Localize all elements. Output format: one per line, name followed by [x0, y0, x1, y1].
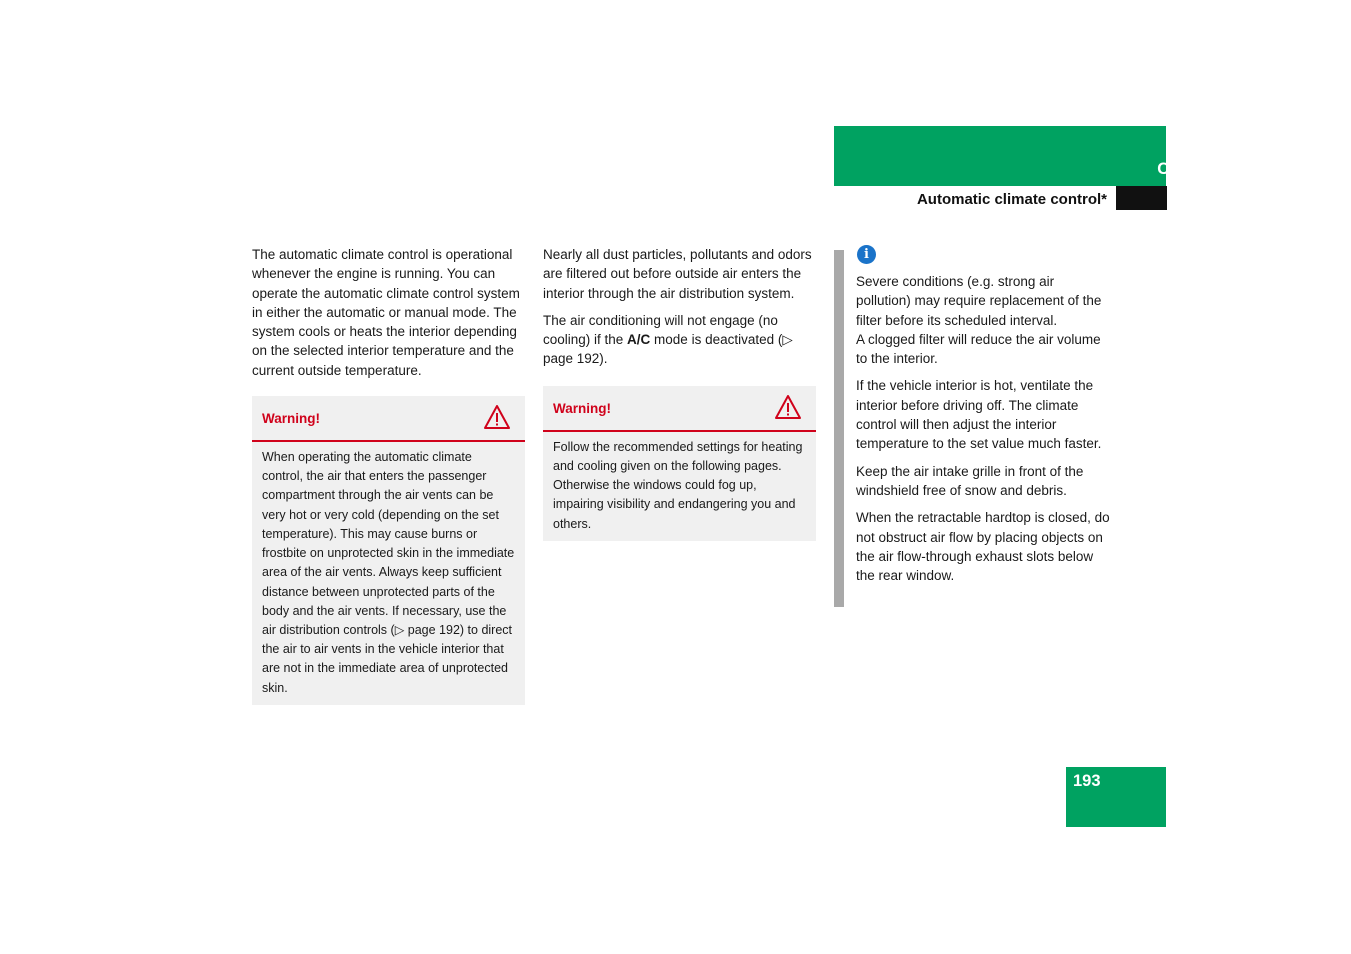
info-paragraph-2: If the vehicle interior is hot, ventilate the interior before driving off. The climate control will then adjust the interior temperature to the set value much faster.	[856, 378, 1102, 452]
ac-paragraph	[543, 311, 816, 369]
header-band	[834, 126, 1166, 186]
warning-box	[252, 396, 525, 705]
warning-header-2	[543, 386, 816, 432]
column-2	[543, 245, 816, 541]
column-1	[252, 245, 525, 705]
header-marker	[1116, 186, 1167, 210]
warning-triangle-icon	[774, 394, 802, 420]
warning-text-2: Follow the recommended settings for heating and cooling given on the following pages. Otherwise the windows could fog up, impairing visibility and endangering you and others.	[553, 439, 803, 531]
section-title: Controls in detail	[1157, 160, 1292, 178]
info-paragraph-1: Severe conditions (e.g. strong air pollution) may require replacement of the filter before its scheduled interval.	[856, 274, 1102, 328]
intro-paragraph: The automatic climate control is operational whenever the engine is running. You can operate the automatic climate control system in either the automatic or manual mode. The system cools or heats the interior depending on the selected interior temperature and the current outside temperature.	[252, 247, 520, 378]
subsection-title: Automatic climate control*	[916, 191, 1107, 208]
ac-text-post: mode is deactivated (▷ page 192).	[543, 332, 793, 367]
warning-text: When operating the automatic climate control, the air that enters the passenger compartment through the air vents can be very hot or very cold (depending on the set temperature). This may cause burns or frostbite on unprotected skin in the immediate area of the air vents. Always keep sufficient distance between unprotected parts of the body and the air vents. If necessary, use the air distribution controls (▷ page 192) to direct the air to air vents in the vehicle interior that are not in the immediate area of unprotected skin.	[262, 450, 515, 695]
info-icon: i	[857, 245, 876, 264]
page-number: 193	[1073, 772, 1101, 790]
warning-box-2	[543, 386, 816, 541]
filter-paragraph: Nearly all dust particles, pollutants and odors are filtered out before outside air enters the interior through the air distribution system.	[543, 247, 812, 301]
column-3-info	[856, 245, 1111, 593]
ac-text-pre: The air conditioning will not engage (no cooling) if the	[543, 312, 778, 348]
info-paragraph-1b: A clogged filter will reduce the air volume to the interior.	[856, 331, 1101, 367]
ac-button-label: A/C	[627, 332, 651, 348]
warning-label: Warning!	[262, 411, 320, 427]
warning-label-2: Warning!	[553, 400, 611, 416]
info-side-bar	[834, 250, 844, 607]
info-paragraph-4: When the retractable hardtop is closed, do not obstruct air flow by placing objects on the air flow-through exhaust slots below the rear window.	[856, 510, 1110, 584]
warning-triangle-icon	[483, 404, 511, 430]
warning-header	[252, 396, 525, 442]
info-paragraph-3: Keep the air intake grille in front of the windshield free of snow and debris.	[856, 463, 1084, 498]
